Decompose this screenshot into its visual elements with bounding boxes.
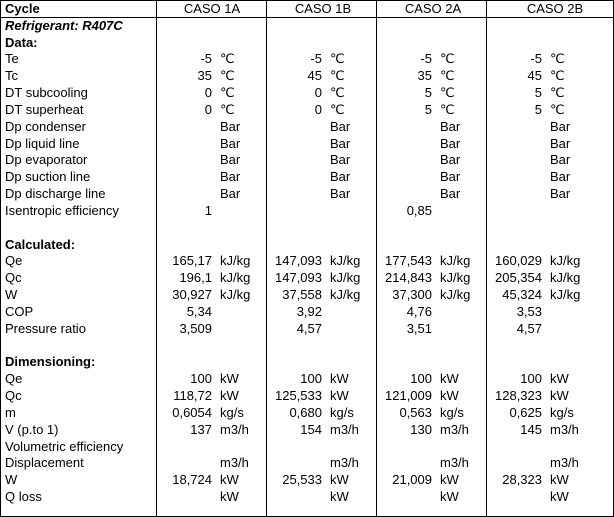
value-case-2b: 145: [520, 421, 542, 437]
section-title: Dimensioning:: [5, 354, 96, 370]
value-case-2b: [488, 186, 546, 203]
unit-case-1b: kJ/kg: [330, 253, 361, 269]
unit-case-1a: [216, 203, 268, 220]
unit-case-2a: kJ/kg: [440, 287, 471, 303]
unit-case-1b: kW: [330, 472, 349, 488]
value-case-2a: 130: [410, 421, 432, 437]
unit-case-2b: kW: [550, 489, 569, 505]
unit-case-1a: kJ/kg: [220, 253, 251, 269]
unit-case-2a: Bar: [440, 186, 461, 202]
unit-case-2b: Bar: [550, 152, 571, 168]
value-case-1b: [268, 489, 326, 506]
value-case-1a: 0: [204, 101, 212, 117]
unit-case-1b: kW: [330, 388, 349, 404]
value-case-1b: 154: [300, 421, 322, 437]
row-label: Qc: [5, 270, 22, 286]
unit-case-1b: Bar: [330, 135, 351, 151]
unit-case-2a: [436, 321, 488, 338]
value-case-1a: 165,17: [172, 253, 212, 269]
value-case-2b: [488, 136, 546, 153]
header-cycle-label: Cycle: [1, 1, 156, 18]
row-label: DT subcooling: [5, 85, 88, 101]
value-case-1a: 18,724: [172, 472, 212, 488]
value-case-1b: 0,680: [289, 404, 322, 420]
unit-case-1b: ℃: [330, 101, 345, 117]
unit-case-2a: [436, 439, 488, 456]
unit-case-2b: ℃: [550, 101, 565, 117]
value-case-2a: 21,009: [392, 472, 432, 488]
value-case-1a: [156, 489, 216, 506]
value-case-1b: 37,558: [282, 287, 322, 303]
value-case-2a: [378, 169, 436, 186]
value-case-1b: [268, 439, 326, 456]
unit-case-2b: Bar: [550, 135, 571, 151]
value-case-1a: [156, 186, 216, 203]
value-case-2b: 5: [534, 101, 542, 117]
unit-case-2a: ℃: [440, 85, 455, 101]
unit-case-1a: ℃: [220, 101, 235, 117]
value-case-2b: -5: [530, 51, 542, 67]
column-divider: [266, 1, 267, 516]
unit-case-1a: kW: [220, 489, 239, 505]
unit-case-2a: Bar: [440, 152, 461, 168]
unit-case-2a: kW: [440, 489, 459, 505]
unit-case-2b: kW: [550, 472, 569, 488]
unit-case-2a: Bar: [440, 169, 461, 185]
unit-case-2a: kJ/kg: [440, 253, 471, 269]
value-case-2a: [378, 489, 436, 506]
value-case-2b: [488, 152, 546, 169]
value-case-2b: 100: [520, 371, 542, 387]
value-case-2b: 45,324: [502, 287, 542, 303]
value-case-1a: [156, 119, 216, 136]
unit-case-1a: Bar: [220, 152, 241, 168]
value-case-2a: 5: [424, 101, 432, 117]
row-label: Qc: [5, 388, 22, 404]
value-case-1a: 30,927: [172, 287, 212, 303]
value-case-2a: [378, 152, 436, 169]
row-label: Volumetric efficiency: [5, 438, 124, 454]
value-case-2b: 205,354: [495, 270, 542, 286]
value-case-1b: 100: [300, 371, 322, 387]
section-title: Data:: [5, 34, 38, 50]
value-case-2a: 100: [410, 371, 432, 387]
header-case-2a: CASO 2A: [378, 1, 488, 18]
unit-case-2b: kJ/kg: [550, 287, 581, 303]
value-case-1b: [268, 136, 326, 153]
unit-case-2a: m3/h: [440, 421, 469, 437]
value-case-2b: 128,323: [495, 388, 542, 404]
header-case-2b: CASO 2B: [488, 1, 614, 18]
unit-case-1b: ℃: [330, 68, 345, 84]
unit-case-1a: ℃: [220, 68, 235, 84]
value-case-1a: 100: [190, 371, 212, 387]
value-case-2a: [378, 439, 436, 456]
unit-case-1a: kW: [220, 472, 239, 488]
unit-case-1a: kg/s: [220, 404, 244, 420]
row-label: Te: [5, 51, 19, 67]
table-grid: [1, 1, 613, 506]
unit-case-1b: kJ/kg: [330, 287, 361, 303]
row-label: Dp liquid line: [5, 135, 80, 151]
unit-case-1b: kW: [330, 489, 349, 505]
unit-case-1b: kg/s: [330, 404, 354, 420]
unit-case-2a: ℃: [440, 101, 455, 117]
spacer-row: [1, 338, 614, 355]
unit-case-1a: kW: [220, 388, 239, 404]
value-case-2b: [488, 439, 546, 456]
value-case-2a: -5: [420, 51, 432, 67]
value-case-2b: [488, 489, 546, 506]
unit-case-2b: Bar: [550, 186, 571, 202]
unit-case-1a: ℃: [220, 51, 235, 67]
value-case-2a: 177,543: [385, 253, 432, 269]
unit-case-1b: ℃: [330, 85, 345, 101]
unit-case-2a: ℃: [440, 51, 455, 67]
unit-case-1b: ℃: [330, 51, 345, 67]
value-case-1b: [268, 152, 326, 169]
value-case-1b: 4,57: [296, 320, 322, 336]
value-case-1a: 1: [204, 202, 212, 218]
value-case-2b: 160,029: [495, 253, 542, 269]
spacer-row: [1, 220, 614, 237]
unit-case-2a: [436, 203, 488, 220]
row-label: Pressure ratio: [5, 320, 86, 336]
value-case-2a: 5: [424, 85, 432, 101]
unit-case-2b: [546, 304, 614, 321]
value-case-1a: 196,1: [179, 270, 212, 286]
row-label: Dp condenser: [5, 118, 86, 134]
value-case-1b: [268, 203, 326, 220]
unit-case-1b: Bar: [330, 152, 351, 168]
header-case-1b: CASO 1B: [268, 1, 378, 18]
unit-case-2a: [436, 304, 488, 321]
unit-case-2a: m3/h: [440, 455, 469, 471]
value-case-1a: 118,72: [173, 388, 212, 404]
unit-case-1a: Bar: [220, 118, 241, 134]
value-case-2a: 0,563: [399, 404, 432, 420]
value-case-2b: [488, 203, 546, 220]
value-case-1b: 0: [314, 101, 322, 117]
header-case-1a: CASO 1A: [156, 1, 268, 18]
unit-case-1b: Bar: [330, 169, 351, 185]
value-case-2a: 0,85: [406, 202, 432, 218]
value-case-1a: 137: [190, 421, 212, 437]
unit-case-1b: m3/h: [330, 421, 359, 437]
unit-case-1a: [216, 439, 268, 456]
unit-case-2b: ℃: [550, 51, 565, 67]
value-case-1b: 45: [307, 68, 322, 84]
value-case-1b: [268, 455, 326, 472]
row-label: COP: [5, 303, 34, 319]
row-label: Dp suction line: [5, 169, 91, 185]
unit-case-1b: m3/h: [330, 455, 359, 471]
unit-case-2b: [546, 203, 614, 220]
value-case-2b: 45: [527, 68, 542, 84]
value-case-1a: [156, 169, 216, 186]
row-label: Q loss: [5, 489, 42, 505]
value-case-1a: 0: [204, 85, 212, 101]
value-case-2b: [488, 119, 546, 136]
value-case-1b: [268, 119, 326, 136]
row-label: Isentropic efficiency: [5, 202, 119, 218]
value-case-2a: 214,843: [385, 270, 432, 286]
value-case-2b: [488, 455, 546, 472]
unit-case-2b: Bar: [550, 169, 571, 185]
value-case-1a: -5: [200, 51, 212, 67]
value-case-1b: [268, 186, 326, 203]
unit-case-1a: ℃: [220, 85, 235, 101]
row-label: W: [5, 472, 18, 488]
value-case-2a: [378, 455, 436, 472]
unit-case-2a: Bar: [440, 118, 461, 134]
value-case-2b: 4,57: [516, 320, 542, 336]
unit-case-1b: [326, 439, 378, 456]
row-label: m: [5, 404, 16, 420]
unit-case-2a: ℃: [440, 68, 455, 84]
unit-case-1a: [216, 304, 268, 321]
unit-case-2b: m3/h: [550, 421, 579, 437]
value-case-2a: [378, 136, 436, 153]
column-divider: [376, 1, 377, 516]
unit-case-2b: kW: [550, 371, 569, 387]
column-divider: [486, 1, 487, 516]
unit-case-2a: kW: [440, 371, 459, 387]
unit-case-2b: ℃: [550, 68, 565, 84]
unit-case-2b: m3/h: [550, 455, 579, 471]
value-case-1b: [268, 169, 326, 186]
unit-case-1a: kJ/kg: [220, 287, 251, 303]
unit-case-1b: [326, 203, 378, 220]
value-case-1b: 147,093: [275, 270, 322, 286]
value-case-2a: [378, 119, 436, 136]
value-case-2a: 3,51: [406, 320, 432, 336]
unit-case-1b: kJ/kg: [330, 270, 361, 286]
value-case-2b: 28,323: [502, 472, 542, 488]
value-case-2b: 3,53: [516, 303, 542, 319]
value-case-2a: 35: [417, 68, 432, 84]
value-case-1b: 3,92: [296, 303, 322, 319]
value-case-1a: 3,509: [179, 320, 212, 336]
row-label: DT superheat: [5, 101, 84, 117]
unit-case-2b: [546, 439, 614, 456]
unit-case-1a: kJ/kg: [220, 270, 251, 286]
unit-case-1b: Bar: [330, 118, 351, 134]
value-case-1a: [156, 136, 216, 153]
value-case-1a: 5,34: [186, 303, 212, 319]
unit-case-2b: kg/s: [550, 404, 574, 420]
row-label: Dp evaporator: [5, 152, 88, 168]
unit-case-2b: Bar: [550, 118, 571, 134]
value-case-2a: 121,009: [385, 388, 432, 404]
value-case-1a: [156, 439, 216, 456]
row-label: Qe: [5, 371, 23, 387]
value-case-1b: 147,093: [275, 253, 322, 269]
value-case-2b: [488, 169, 546, 186]
unit-case-1a: Bar: [220, 186, 241, 202]
unit-case-1a: Bar: [220, 169, 241, 185]
unit-case-1b: [326, 304, 378, 321]
row-label: Tc: [5, 68, 18, 84]
unit-case-1a: Bar: [220, 135, 241, 151]
unit-case-2b: kJ/kg: [550, 270, 581, 286]
row-label: Displacement: [5, 455, 84, 471]
unit-case-2a: Bar: [440, 135, 461, 151]
value-case-2a: 37,300: [392, 287, 432, 303]
value-case-1b: -5: [310, 51, 322, 67]
unit-case-1a: m3/h: [220, 455, 249, 471]
unit-case-2a: kJ/kg: [440, 270, 471, 286]
unit-case-1a: m3/h: [220, 421, 249, 437]
value-case-1b: 0: [314, 85, 322, 101]
value-case-1a: [156, 455, 216, 472]
unit-case-2b: kJ/kg: [550, 253, 581, 269]
unit-case-1b: kW: [330, 371, 349, 387]
value-case-2a: [378, 186, 436, 203]
section-title: Calculated:: [5, 236, 76, 252]
unit-case-1b: [326, 321, 378, 338]
unit-case-1a: kW: [220, 371, 239, 387]
unit-case-2a: kW: [440, 388, 459, 404]
value-case-1a: 0,6054: [172, 404, 212, 420]
refrigerant-label: Refrigerant: R407C: [5, 17, 123, 33]
unit-case-2a: kg/s: [440, 404, 464, 420]
unit-case-1b: Bar: [330, 186, 351, 202]
value-case-1b: 125,533: [275, 388, 322, 404]
row-label: W: [5, 287, 18, 303]
column-divider: [156, 1, 157, 516]
value-case-2a: 4,76: [406, 303, 432, 319]
value-case-1a: [156, 152, 216, 169]
value-case-2b: 0,625: [509, 404, 542, 420]
row-label: Dp discharge line: [5, 186, 106, 202]
unit-case-2a: kW: [440, 472, 459, 488]
unit-case-2b: kW: [550, 388, 569, 404]
unit-case-2b: ℃: [550, 85, 565, 101]
unit-case-1a: [216, 321, 268, 338]
value-case-1b: 25,533: [282, 472, 322, 488]
value-case-2b: 5: [534, 85, 542, 101]
row-label: Qe: [5, 253, 23, 269]
value-case-1a: 35: [197, 68, 212, 84]
unit-case-2b: [546, 321, 614, 338]
row-label: V (p.to 1): [5, 421, 59, 437]
